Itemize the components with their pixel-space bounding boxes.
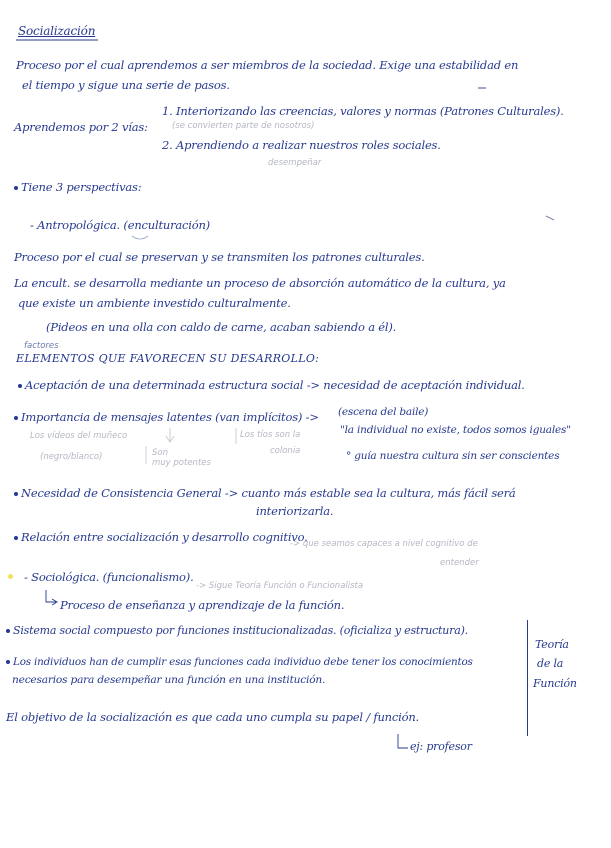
definition-line-1: Proceso por el cual aprendemos a ser miembros de la sociedad. Exige una estabilidad en <box>16 58 519 72</box>
elemento-2-pencil-1: Los vídeos del muñeco <box>30 431 128 441</box>
elemento-2: Importancia de mensajes latentes (van implícitos) -> <box>14 410 319 424</box>
side-note-1: Teoría <box>535 638 569 651</box>
definition-line-2: el tiempo y sigue una serie de pasos. <box>22 78 230 92</box>
sociologica-line-2: Sistema social compuesto por funciones institucionalizadas. (oficializa y estructura). <box>6 624 468 637</box>
elemento-4: Relación entre socialización y desarrollo cognitivo. <box>14 530 308 544</box>
antropologica-line-2: La encult. se desarrolla mediante un proceso de absorción automático de la cultura, ya <box>14 276 506 290</box>
via-2-pencil-note: desempeñar <box>268 158 322 168</box>
via-2: 2. Aprendiendo a realizar nuestros roles sociales. <box>162 138 441 152</box>
elemento-2-pencil-3: Los tíos son la <box>240 430 301 440</box>
vias-label: Aprendemos por 2 vías: <box>14 120 148 134</box>
elemento-2-b: "la individual no existe, todos somos iguales" <box>340 424 571 436</box>
perspectivas-heading: Tiene 3 perspectivas: <box>14 180 141 194</box>
stray-mark <box>546 216 554 220</box>
page-title: Socialización <box>18 24 96 38</box>
elemento-2-pencil-5: Son <box>152 448 168 458</box>
elemento-3: Necesidad de Consistencia General -> cuanto más estable sea la cultura, más fácil será <box>14 486 516 500</box>
sociologica-heading: - Sociológica. (funcionalismo). <box>24 570 194 584</box>
antropologica-line-1: Proceso por el cual se preservan y se transmiten los patrones culturales. <box>14 250 425 264</box>
sociologica-line-3-continued: necesarios para desempeñar una función en una institución. <box>12 674 326 686</box>
sociologica-line-1: Proceso de enseñanza y aprendizaje de la función. <box>60 598 345 612</box>
antropologica-example: (Pideos en una olla con caldo de carne, acaban sabiendo a él). <box>46 320 397 334</box>
side-note-2: de la <box>537 657 564 670</box>
objetivo-line: El objetivo de la socialización es que cada uno cumpla su papel / función. <box>6 710 419 724</box>
antropologica-heading: - Antropológica. (enculturación) <box>30 218 210 232</box>
example-note: ej: profesor <box>410 740 472 753</box>
elemento-2-a: (escena del baile) <box>338 406 429 418</box>
elemento-1: Aceptación de una determinada estructura social -> necesidad de aceptación individual. <box>18 378 525 392</box>
example-hook-arrow <box>398 734 408 748</box>
elemento-2-pencil-2: (negro/blanco) <box>40 452 103 462</box>
sociologica-pencil-note: -> Sigue Teoría Función o Funcionalista <box>196 581 364 591</box>
via-1: 1. Interiorizando las creencias, valores y normas (Patrones Culturales). <box>162 104 564 118</box>
elemento-2-c: ° guía nuestra cultura sin ser conscientes <box>346 450 560 462</box>
pencil-arrow <box>132 236 148 239</box>
antropologica-line-3: que existe un ambiente investido culturalmente. <box>18 296 291 310</box>
elemento-3-continued: interiorizarla. <box>256 504 334 518</box>
elementos-heading: ELEMENTOS QUE FAVORECEN SU DESARROLLO: <box>16 352 320 365</box>
sociologica-line-3: Los individuos han de cumplir esas funciones cada individuo debe tener los conocimientos <box>6 656 473 668</box>
elemento-2-pencil-4: colonia <box>270 446 301 456</box>
elemento-4-pencil-2: entender <box>440 558 479 568</box>
elemento-4-pencil-1: -> que seamos capaces a nivel cognitivo de <box>290 539 478 549</box>
via-1-pencil-note: (se convierten parte de nosotros) <box>172 121 315 131</box>
side-note-3: Función <box>533 677 577 690</box>
elemento-2-pencil-6: muy potentes <box>152 458 211 468</box>
factores-note: factores <box>24 341 59 351</box>
